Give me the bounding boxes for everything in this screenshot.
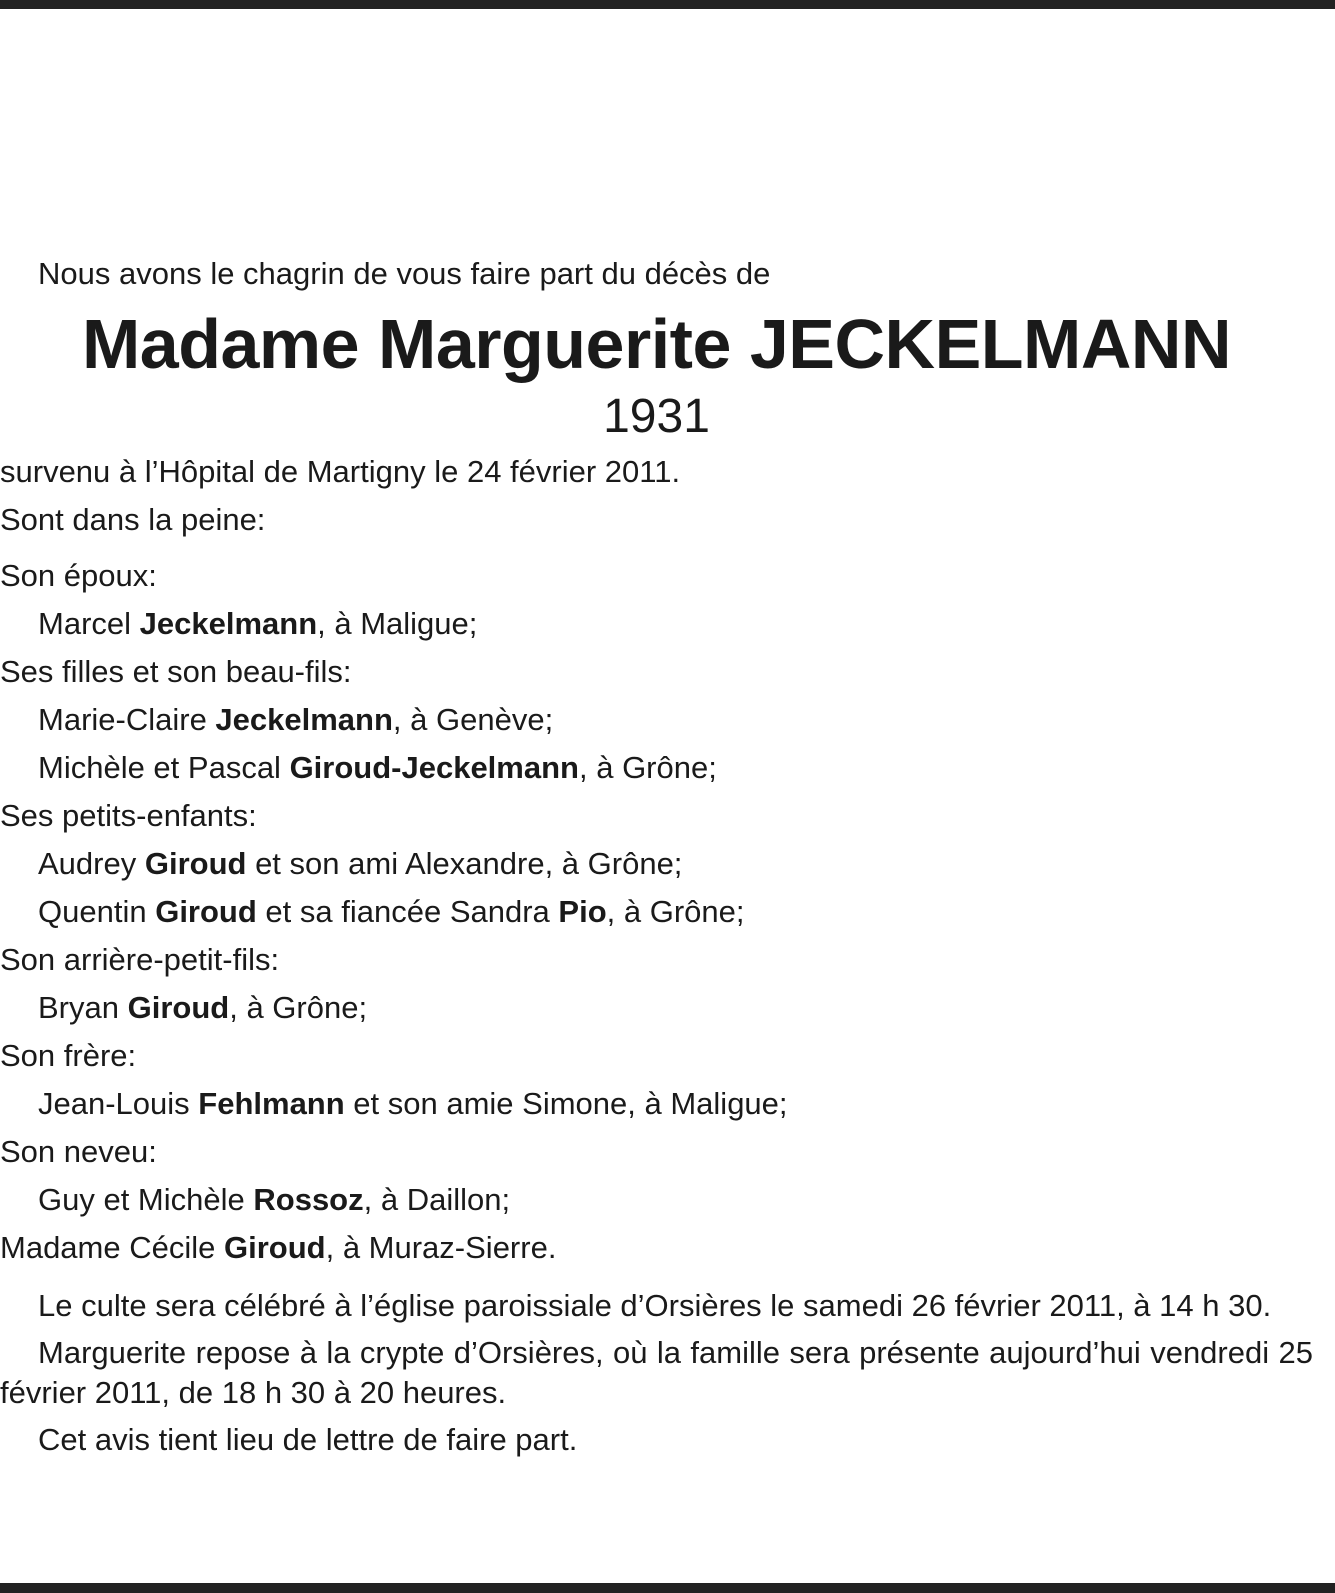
family-member: Marie-Claire Jeckelmann, à Genève; — [38, 702, 554, 737]
family-member: Bryan Giroud, à Grône; — [38, 990, 368, 1025]
spouse-heading: Son époux: — [0, 558, 157, 593]
bottom-rule — [0, 1583, 1335, 1593]
intro-text: Nous avons le chagrin de vous faire part du décès de — [38, 256, 771, 291]
great-grandson-heading: Son arrière-petit-fils: — [0, 942, 280, 977]
funeral-service-paragraph: Le culte sera célébré à l’église paroissiale d’Orsières le samedi 26 février 2011, à 14 h 30. — [38, 1288, 1272, 1323]
daughters-heading: Ses filles et son beau-fils: — [0, 654, 352, 689]
mourners-title: Sont dans la peine: — [0, 502, 266, 537]
family-member: Marcel Jeckelmann, à Maligue; — [38, 606, 478, 641]
family-member: Audrey Giroud et son ami Alexandre, à Grône; — [38, 846, 683, 881]
top-rule — [0, 0, 1335, 9]
visitation-paragraph: Marguerite repose à la crypte d’Orsières, où la famille sera présente aujourd’hui vendredi 25 février 2011, de 18 h 30 à 20 heures. — [0, 1335, 1313, 1410]
nephew-heading: Son neveu: — [0, 1134, 157, 1169]
family-member: Michèle et Pascal Giroud-Jeckelmann, à Grône; — [38, 750, 717, 785]
family-member: Quentin Giroud et sa fiancée Sandra Pio, à Grône; — [38, 894, 745, 929]
grandchildren-heading: Ses petits-enfants: — [0, 798, 257, 833]
family-member: Jean-Louis Fehlmann et son amie Simone, à Maligue; — [38, 1086, 788, 1121]
family-member: Madame Cécile Giroud, à Muraz-Sierre. — [0, 1230, 557, 1265]
deceased-name: Madame Marguerite JECKELMANN — [82, 305, 1231, 383]
family-member: Guy et Michèle Rossoz, à Daillon; — [38, 1182, 511, 1217]
closing-paragraph: Cet avis tient lieu de lettre de faire part. — [38, 1422, 578, 1457]
brother-heading: Son frère: — [0, 1038, 137, 1073]
birth-year: 1931 — [603, 390, 710, 443]
death-statement: survenu à l’Hôpital de Martigny le 24 février 2011. — [0, 454, 681, 489]
death-notice — [0, 250, 1313, 1460]
